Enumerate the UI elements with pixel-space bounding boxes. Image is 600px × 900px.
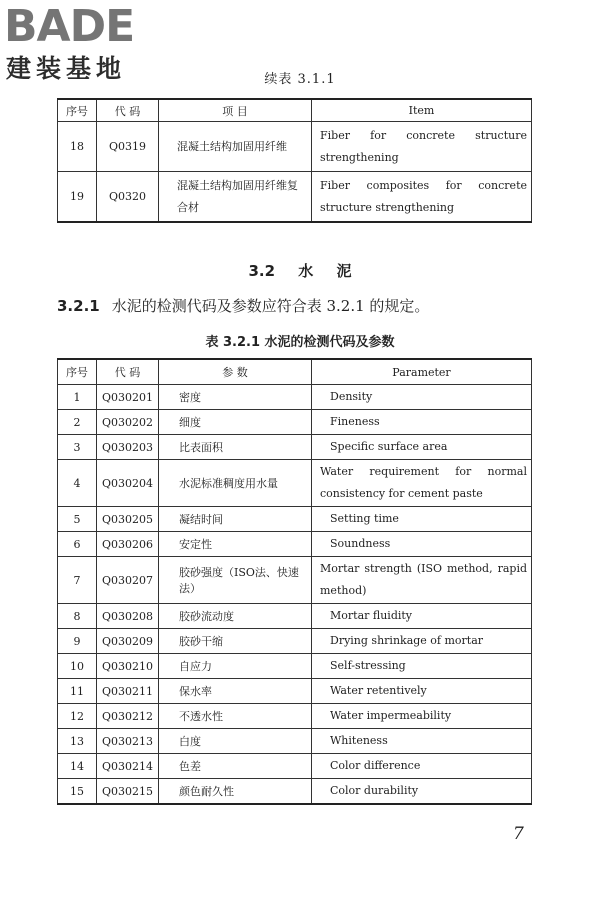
row-code: Q030212: [97, 704, 159, 729]
row-param: 细度: [159, 410, 312, 435]
row-code: Q030211: [97, 679, 159, 704]
row-no: 1: [58, 385, 97, 410]
table-row: [58, 679, 532, 704]
row-no: 10: [58, 654, 97, 679]
row-param-en: Drying shrinkage of mortar: [312, 629, 532, 654]
table-row: [58, 435, 532, 460]
clause: [57, 295, 429, 316]
continued-table-caption: 续表 3.1.1: [264, 72, 336, 87]
table-row: [58, 654, 532, 679]
table-body: [58, 385, 532, 805]
row-code: Q030204: [97, 460, 159, 507]
row-param-en: Density: [312, 385, 532, 410]
row-no: 4: [58, 460, 97, 507]
row-code: Q030215: [97, 779, 159, 805]
row-param-en: Fineness: [312, 410, 532, 435]
table-row: [58, 172, 532, 223]
row-param-en: Soundness: [312, 532, 532, 557]
row-param-en: Mortar strength (ISO method, rapid method): [312, 557, 532, 604]
row-param-en: Color difference: [312, 754, 532, 779]
row-code: Q030206: [97, 532, 159, 557]
row-param-en: Water retentively: [312, 679, 532, 704]
row-code: Q0320: [97, 172, 159, 223]
row-param: 自应力: [159, 654, 312, 679]
row-no: 19: [58, 172, 97, 223]
row-param: 胶砂流动度: [159, 604, 312, 629]
row-param: 胶砂强度（ISO法、快速法）: [159, 557, 312, 604]
row-param: 颜色耐久性: [159, 779, 312, 805]
cement-parameter-table: [57, 358, 532, 805]
row-no: 14: [58, 754, 97, 779]
table-row: [58, 704, 532, 729]
logo-wordmark: BADE: [4, 1, 135, 52]
row-no: 7: [58, 557, 97, 604]
table-header-row: [58, 99, 532, 122]
row-no: 8: [58, 604, 97, 629]
row-code: Q030210: [97, 654, 159, 679]
table-row: [58, 729, 532, 754]
table-row: [58, 779, 532, 805]
header-code: 代 码: [97, 99, 159, 122]
row-code: Q030205: [97, 507, 159, 532]
continued-table: [57, 98, 532, 223]
row-name: 混凝土结构加固用纤维复合材: [159, 172, 312, 223]
row-code: Q030201: [97, 385, 159, 410]
row-no: 2: [58, 410, 97, 435]
row-param: 水泥标准稠度用水量: [159, 460, 312, 507]
row-param-en: Self-stressing: [312, 654, 532, 679]
header-param-en: Parameter: [312, 359, 532, 385]
row-param: 比表面积: [159, 435, 312, 460]
row-no: 6: [58, 532, 97, 557]
table-row: [58, 507, 532, 532]
row-code: Q030209: [97, 629, 159, 654]
row-code: Q030207: [97, 557, 159, 604]
row-no: 9: [58, 629, 97, 654]
row-no: 18: [58, 122, 97, 172]
row-param: 安定性: [159, 532, 312, 557]
row-en: Fiber for concrete structure strengthening: [312, 122, 532, 172]
row-en: Fiber composites for concrete structure strengthening: [312, 172, 532, 223]
table-row: [58, 122, 532, 172]
header-no: 序号: [58, 359, 97, 385]
row-name: 混凝土结构加固用纤维: [159, 122, 312, 172]
row-code: Q030213: [97, 729, 159, 754]
row-param-en: Color durability: [312, 779, 532, 805]
row-param-en: Setting time: [312, 507, 532, 532]
row-no: 11: [58, 679, 97, 704]
row-param-en: Mortar fluidity: [312, 604, 532, 629]
table-row: [58, 532, 532, 557]
logo-subtitle: 建装基地: [6, 54, 127, 83]
row-code: Q030203: [97, 435, 159, 460]
header-param: 参 数: [159, 359, 312, 385]
table-caption: 表 3.2.1 水泥的检测代码及参数: [205, 335, 395, 350]
page-number: 7: [513, 824, 524, 844]
table-row: [58, 460, 532, 507]
table-row: [58, 629, 532, 654]
row-no: 15: [58, 779, 97, 805]
header-code: 代 码: [97, 359, 159, 385]
table-row: [58, 557, 532, 604]
row-no: 13: [58, 729, 97, 754]
row-code: Q030202: [97, 410, 159, 435]
row-code: Q030208: [97, 604, 159, 629]
row-code: Q030214: [97, 754, 159, 779]
row-param: 密度: [159, 385, 312, 410]
row-param: 凝结时间: [159, 507, 312, 532]
section-title: 3.2 水 泥: [248, 262, 352, 280]
row-param: 保水率: [159, 679, 312, 704]
row-param-en: Water requirement for normal consistency for cement paste: [312, 460, 532, 507]
table-row: [58, 410, 532, 435]
row-param-en: Water impermeability: [312, 704, 532, 729]
row-param-en: Specific surface area: [312, 435, 532, 460]
row-no: 5: [58, 507, 97, 532]
header-item: 项 目: [159, 99, 312, 122]
row-param: 白度: [159, 729, 312, 754]
row-code: Q0319: [97, 122, 159, 172]
header-no: 序号: [58, 99, 97, 122]
clause-text: 水泥的检测代码及参数应符合表 3.2.1 的规定。: [111, 297, 430, 315]
table-row: [58, 385, 532, 410]
table-row: [58, 604, 532, 629]
clause-number: 3.2.1: [57, 297, 100, 315]
row-no: 3: [58, 435, 97, 460]
row-param-en: Whiteness: [312, 729, 532, 754]
row-no: 12: [58, 704, 97, 729]
header-item-en: Item: [312, 99, 532, 122]
table-header-row: [58, 359, 532, 385]
row-param: 胶砂干缩: [159, 629, 312, 654]
row-param: 不透水性: [159, 704, 312, 729]
row-param: 色差: [159, 754, 312, 779]
table-row: [58, 754, 532, 779]
